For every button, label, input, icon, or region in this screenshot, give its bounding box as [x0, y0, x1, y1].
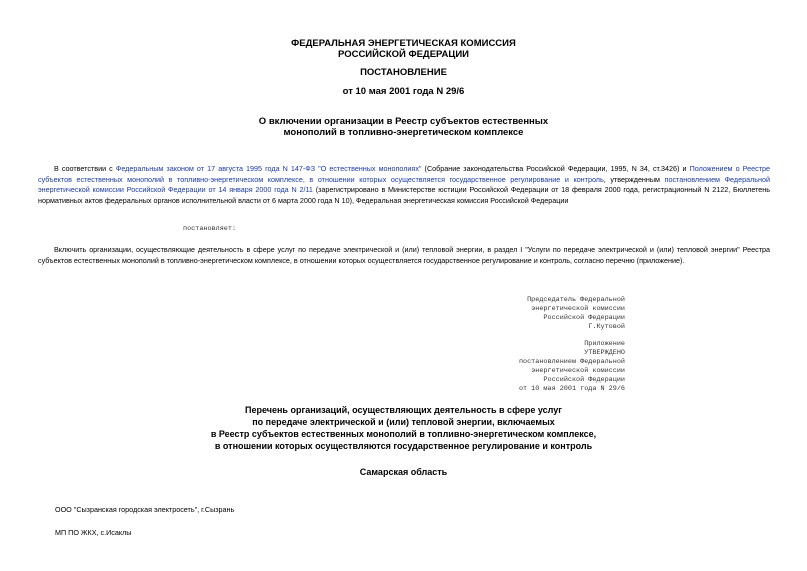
list-item: МП ПО ЖКХ, с.Исаклы	[55, 528, 132, 537]
appendix-line-1: Приложение	[584, 340, 625, 348]
doc-title-line-1: О включении организации в Реестр субъектов естественных	[258, 116, 549, 127]
signature-line-2: энергетической комиссии	[531, 305, 625, 313]
signature-line-3: Российской Федерации	[543, 314, 625, 322]
preamble-paragraph	[38, 164, 770, 206]
preamble-text-4: (зарегистрировано в Министерстве юстиции Российской Федерации от 18 февраля 2000 года, регистрационный N 2122, Бюллетень нормативных актов федеральных органов исполнительной власти от 6 марта 2000 года N 10), Федеральная энергетическая комиссия Российской Федерации	[38, 185, 771, 205]
preamble-text-1: В соответствии с	[54, 164, 116, 173]
signature-block	[527, 296, 625, 332]
appendix-line-3: постановлением Федеральной	[518, 358, 625, 366]
appendix-line-2: УТВЕРЖДЕНО	[584, 349, 625, 357]
doc-type: ПОСТАНОВЛЕНИЕ	[360, 67, 447, 78]
list-title-line-3: в Реестр субъектов естественных монополий в топливно-энергетическом комплексе,	[210, 429, 597, 439]
appendix-block	[519, 340, 625, 394]
resolution-paragraph: Включить организации, осуществляющие деятельность в сфере услуг по передаче электрической и (или) тепловой энергии, в раздел I "Услуги по передаче электрической и (или) тепловой энергии" Реестра субъектов естественных монополий в топливно-энергетическом комплексе, в отношении которых осуществляется государственное регулирование и контроль, согласно перечню (приложение).	[38, 245, 770, 265]
doc-date-number: от 10 мая 2001 года N 29/6	[342, 86, 465, 97]
doc-title-line-2: монополий в топливно-энергетическом комплексе	[283, 127, 524, 138]
list-title-line-1: Перечень организаций, осуществляющих деятельность в сфере услуг	[245, 405, 562, 415]
preamble-text-2: (Собрание законодательства Российской Федерации, 1995, N 34, ст.3426) и	[421, 164, 690, 173]
list-title-line-2: по передаче электрической и (или) тепловой энергии, включаемых	[252, 417, 555, 427]
signature-line-4: Г.Кутовой	[588, 323, 625, 331]
decrees-label: постановляет:	[183, 225, 237, 233]
agency-line-2: РОССИЙСКОЙ ФЕДЕРАЦИИ	[337, 49, 469, 60]
agency-line-1: ФЕДЕРАЛЬНАЯ ЭНЕРГЕТИЧЕСКАЯ КОМИССИЯ	[291, 38, 516, 49]
appendix-line-6: от 10 мая 2001 года N 29/6	[518, 385, 625, 393]
doc-title	[0, 116, 807, 138]
list-title-line-4: в отношении которых осуществляются государственное регулирование и контроль	[214, 441, 593, 451]
region-heading: Самарская область	[359, 467, 448, 477]
registry-regulation-link[interactable]: Положением о Реестре субъектов естественных монополий в топливно-энергетическом комплексе, в отношении которых осуществляется государственное регулирование и контроль	[38, 164, 770, 184]
appendix-line-4: энергетической комиссии	[531, 367, 625, 375]
list-title	[0, 404, 807, 452]
signature-line-1: Председатель Федеральной	[527, 296, 625, 304]
list-item: ООО "Сызранская городская электросеть", г.Сызрань	[55, 505, 235, 514]
fek-resolution-link[interactable]: постановлением Федеральной энергетической комиссии Российской Федерации от 14 января 2000 года N 2/11	[38, 174, 770, 194]
appendix-line-5: Российской Федерации	[543, 376, 625, 384]
preamble-text-3: , утвержденным	[603, 174, 665, 184]
agency-name	[0, 38, 807, 60]
federal-law-link[interactable]: Федеральным законом от 17 августа 1995 года N 147-ФЗ "О естественных монополиях"	[115, 164, 422, 173]
